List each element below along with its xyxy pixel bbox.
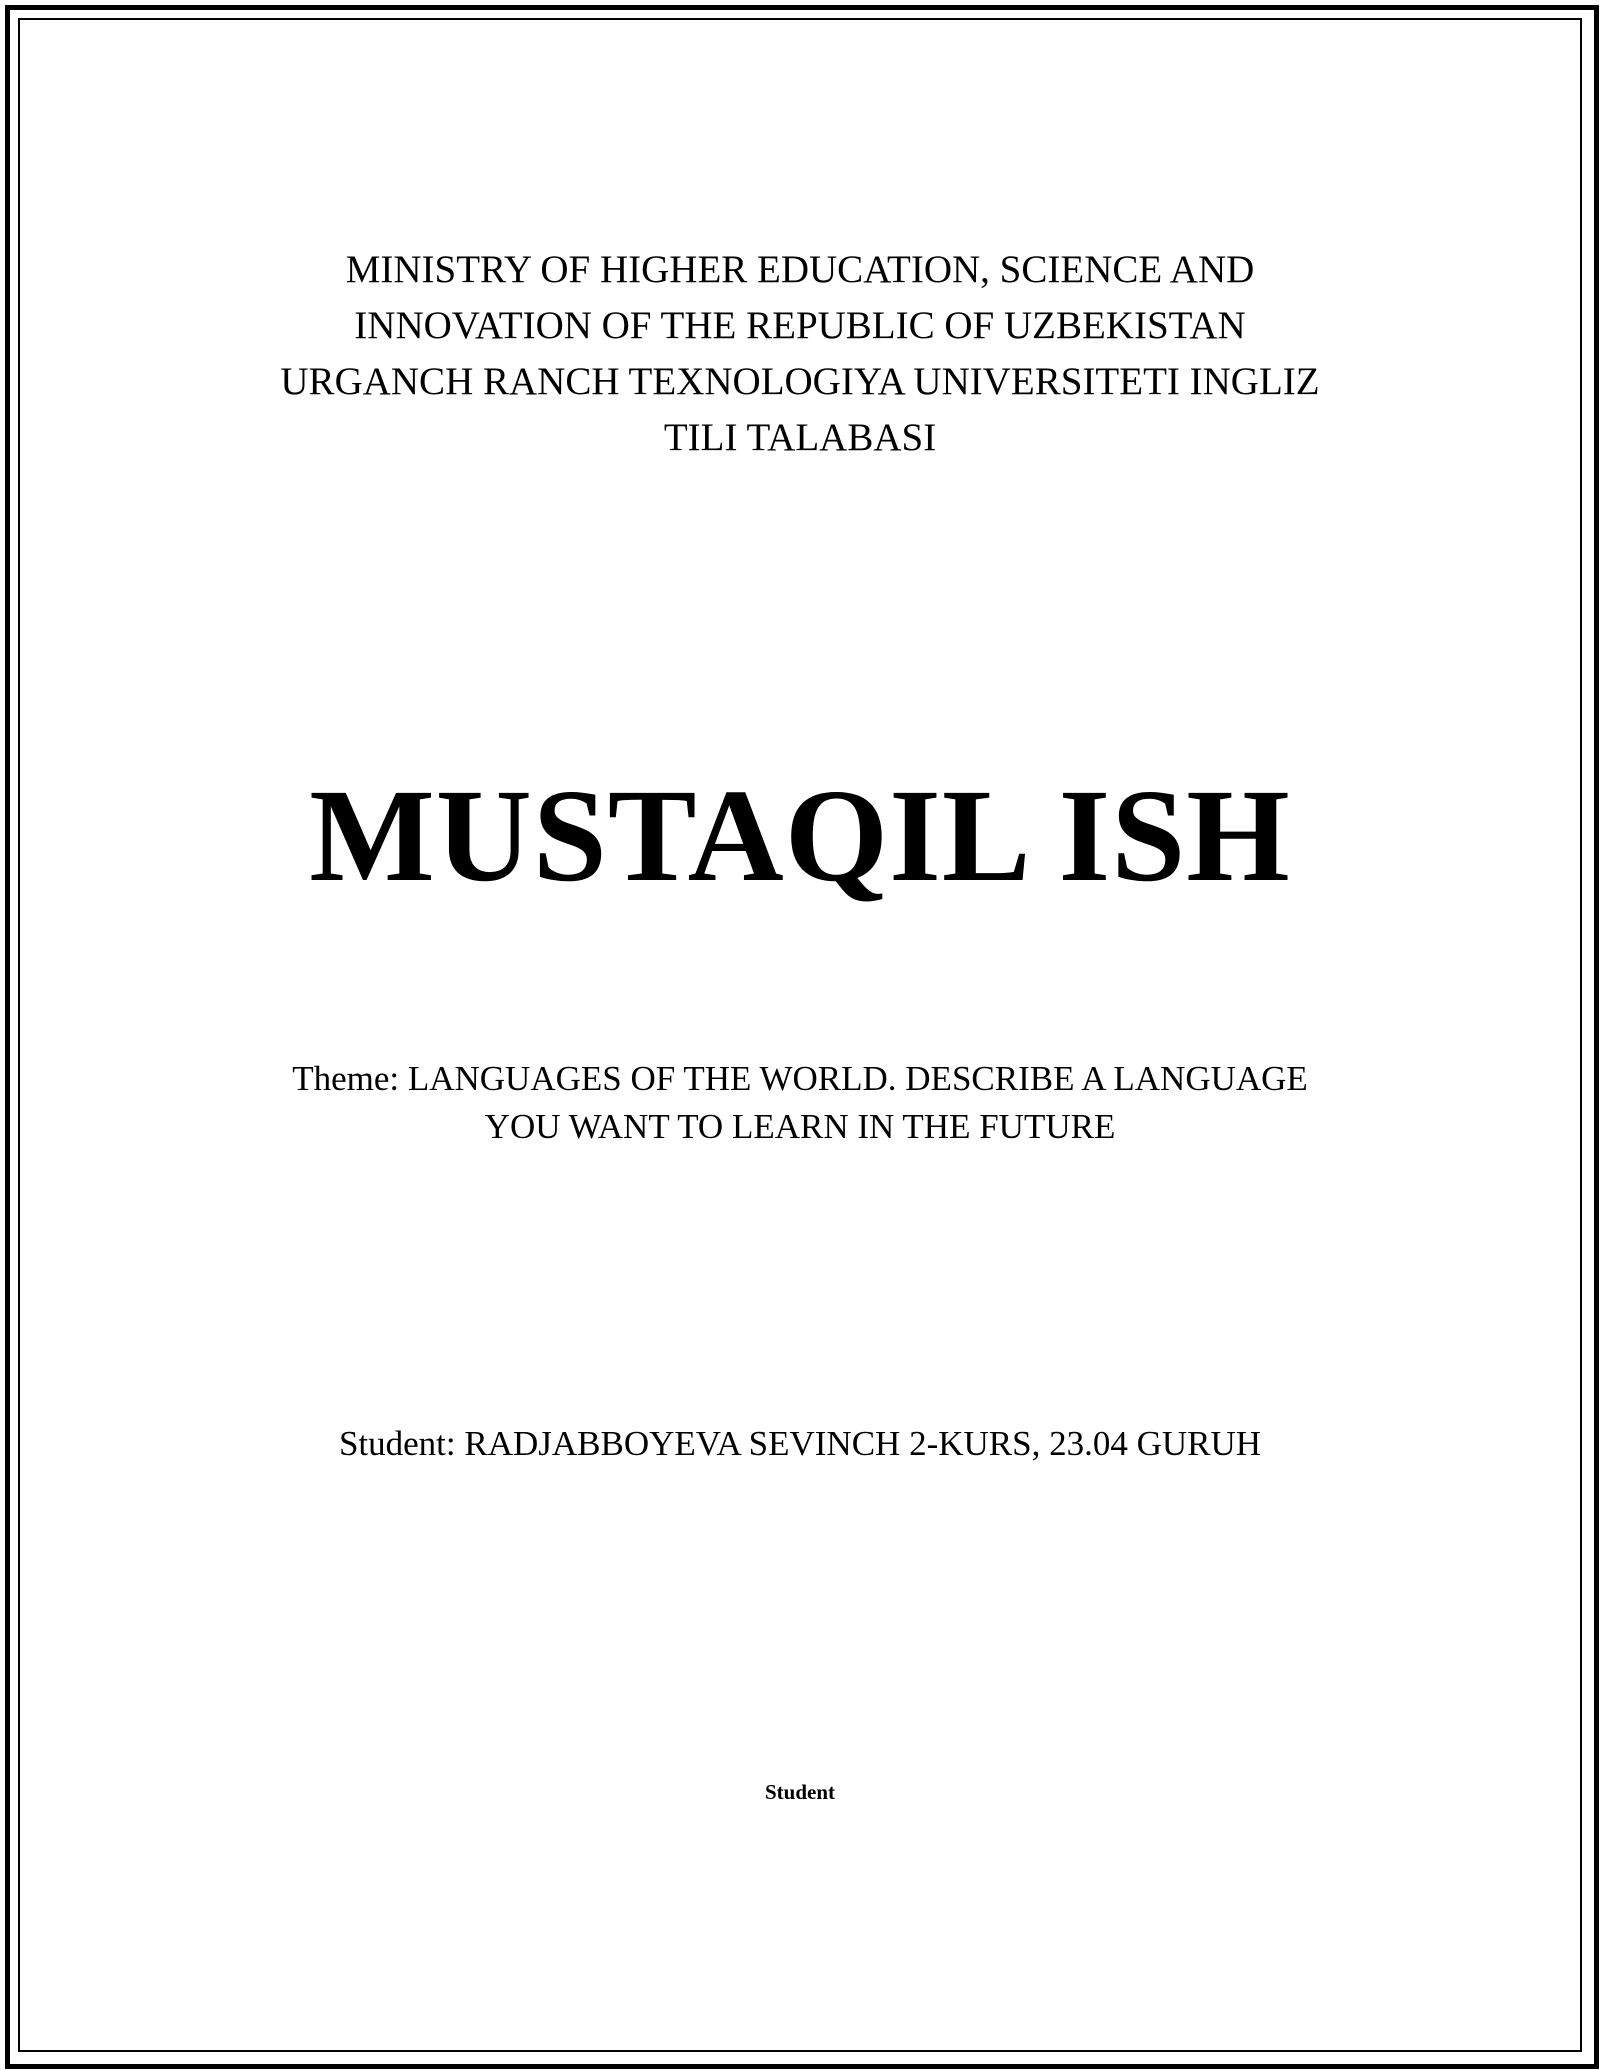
header-line: INNOVATION OF THE REPUBLIC OF UZBEKISTAN [354,304,1246,347]
header-line: URGANCH RANCH TEXNOLOGIYA UNIVERSITETI INGLIZ [280,360,1320,403]
ministry-header [0,242,1600,466]
header-line: TILI TALABASI [663,416,937,459]
theme-line: Theme: LANGUAGES OF THE WORLD. DESCRIBE A LANGUAGE [292,1059,1308,1098]
header-line: MINISTRY OF HIGHER EDUCATION, SCIENCE AND [345,248,1255,291]
document-title: MUSTAQIL ISH [309,761,1291,909]
theme-block [0,1055,1600,1151]
theme-line: YOU WANT TO LEARN IN THE FUTURE [484,1107,1116,1146]
student-info: Student: RADJABBOYEVA SEVINCH 2-KURS, 23.04 GURUH [338,1424,1262,1463]
student-label: Student [764,1780,836,1804]
